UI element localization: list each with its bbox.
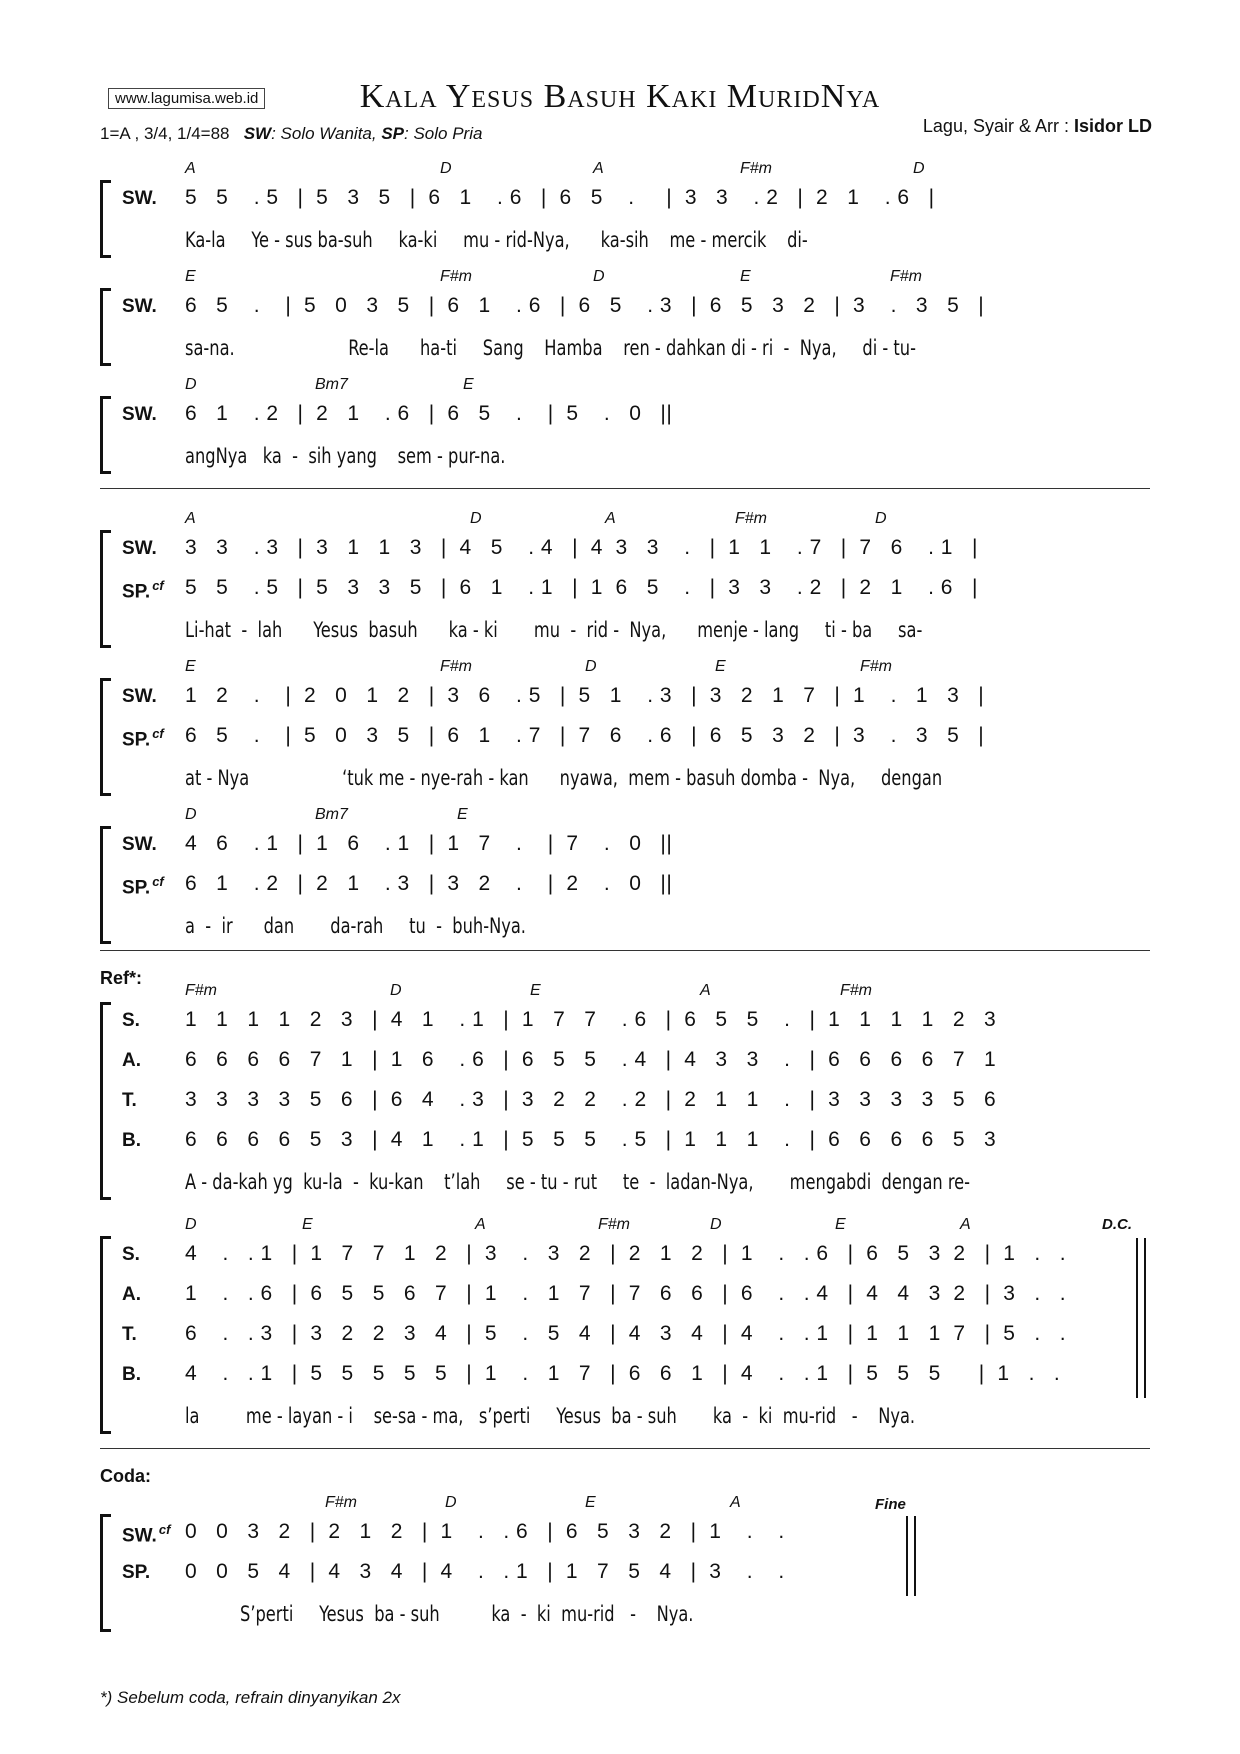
notation-row: 6 5 . | 5 0 3 5 | 6 1 . 7 | 7 6 . 6 | 6 5 3 2 | 3 . 3 5 | <box>185 724 985 747</box>
chord-symbol: A <box>605 510 616 527</box>
chord-symbol: E <box>185 268 196 285</box>
system-bracket <box>100 826 111 944</box>
fine-mark: Fine <box>875 1496 906 1513</box>
voice-label-text: A. <box>122 1050 141 1071</box>
system-bracket <box>100 180 111 258</box>
final-barline <box>906 1516 916 1596</box>
music-system <box>100 982 1150 1200</box>
notation-row: 6 5 . | 5 0 3 5 | 6 1 . 6 | 6 5 . 3 | 6 5 3 2 | 3 . 3 5 | <box>185 294 985 317</box>
lyric-line: a - ir dan da-rah tu - buh-Nya. <box>185 914 526 938</box>
voice-label <box>122 188 157 210</box>
voice-label <box>122 296 157 318</box>
voice-label-text: SW. <box>122 538 157 559</box>
chord-symbol: F#m <box>735 510 767 527</box>
voice-label-text: SW. <box>122 404 157 425</box>
notation-row: 1 . . 6 | 6 5 5 6 7 | 1 . 1 7 | 7 6 6 | 6 . . 4 | 4 4 3 2 | 3 . . <box>185 1282 1067 1305</box>
notation-row: 5 5 . 5 | 5 3 3 5 | 6 1 . 1 | 1 6 5 . | 3 3 . 2 | 2 1 . 6 | <box>185 576 978 599</box>
chord-symbol: D <box>710 1216 722 1233</box>
chord-symbol: E <box>185 658 196 675</box>
notation-row: 0 0 5 4 | 4 3 4 | 4 . . 1 | 1 7 5 4 | 3 . . <box>185 1560 785 1583</box>
voice-label <box>122 1050 141 1072</box>
section-divider <box>100 950 1150 951</box>
notation-row: 1 2 . | 2 0 1 2 | 3 6 . 5 | 5 1 . 3 | 3 2 1 7 | 1 . 1 3 | <box>185 684 985 707</box>
voice-label-text: SW. <box>122 188 157 209</box>
legend-sp: SP <box>381 124 405 143</box>
chord-symbol: E <box>530 982 541 999</box>
chord-symbol: F#m <box>325 1494 357 1511</box>
site-badge[interactable]: www.lagumisa.web.id <box>108 88 265 109</box>
voice-label <box>122 1522 170 1547</box>
chord-symbol: A <box>730 1494 741 1511</box>
lyric-line: Ka-la Ye - sus ba-suh ka-ki mu - rid-Nya, ka-sih me - mercik di- <box>185 228 808 252</box>
chord-symbol: F#m <box>440 268 472 285</box>
legend-sw: SW <box>243 124 272 143</box>
voice-label <box>122 834 157 856</box>
notation-row: 6 6 6 6 7 1 | 1 6 . 6 | 6 5 5 . 4 | 4 3 3 . | 6 6 6 6 7 1 <box>185 1048 997 1071</box>
voice-label-text: B. <box>122 1130 141 1151</box>
music-system <box>100 1216 1150 1434</box>
chord-symbol: D <box>875 510 887 527</box>
system-bracket <box>100 396 111 474</box>
system-bracket <box>100 678 111 796</box>
system-bracket <box>100 1236 111 1434</box>
lyric-line: Li-hat - lah Yesus basuh ka - ki mu - rid - Nya, menje - lang ti - ba sa- <box>185 618 923 642</box>
chord-symbol: F#m <box>598 1216 630 1233</box>
chord-symbol: E <box>585 1494 596 1511</box>
credit-prefix: Lagu, Syair & Arr : <box>922 116 1074 136</box>
chord-symbol: E <box>302 1216 313 1233</box>
lyric-line: A - da-kah yg ku-la - ku-kan t’lah se - tu - rut te - ladan-Nya, mengabdi dengan re- <box>185 1170 971 1194</box>
music-system <box>100 1494 1150 1632</box>
notation-row: 1 1 1 1 2 3 | 4 1 . 1 | 1 7 7 . 6 | 6 5 5 . | 1 1 1 1 2 3 <box>185 1008 997 1031</box>
cantus-firmus-mark: cf <box>152 578 164 593</box>
chord-symbol: D <box>440 160 452 177</box>
chord-symbol: Bm7 <box>315 806 348 823</box>
voice-label-text: A. <box>122 1284 141 1305</box>
lyric-line: la me - layan - i se-sa - ma, s’perti Yesus ba - suh ka - ki mu-rid - Nya. <box>185 1404 916 1428</box>
chord-symbol: D <box>913 160 925 177</box>
notation-row: 0 0 3 2 | 2 1 2 | 1 . . 6 | 6 5 3 2 | 1 . . <box>185 1520 785 1543</box>
chord-symbol: E <box>835 1216 846 1233</box>
music-system <box>100 658 1150 796</box>
voice-label <box>122 1324 137 1346</box>
tempo-legend <box>100 124 482 144</box>
section-divider <box>100 1448 1150 1449</box>
chord-symbol: A <box>475 1216 486 1233</box>
voice-label <box>122 1130 141 1152</box>
chord-symbol: D <box>185 376 197 393</box>
section-divider <box>100 488 1150 489</box>
music-system <box>100 806 1150 944</box>
chord-symbol: A <box>960 1216 971 1233</box>
notation-row: 3 3 . 3 | 3 1 1 3 | 4 5 . 4 | 4 3 3 . | 1 1 . 7 | 7 6 . 1 | <box>185 536 978 559</box>
voice-label <box>122 1090 137 1112</box>
voice-label-text: SW. <box>122 686 157 707</box>
lyric-line: at - Nya ‘tuk me - nye-rah - kan nyawa, mem - basuh domba - Nya, dengan <box>185 766 943 790</box>
chord-symbol: E <box>740 268 751 285</box>
voice-label-text: SP. <box>122 1562 151 1583</box>
notation-row: 5 5 . 5 | 5 3 5 | 6 1 . 6 | 6 5 . | 3 3 . 2 | 2 1 . 6 | <box>185 186 935 209</box>
composer-name: Isidor LD <box>1073 116 1152 136</box>
cantus-firmus-mark: cf <box>158 1522 171 1537</box>
voice-label <box>122 1364 141 1386</box>
voice-label-text: S. <box>122 1010 140 1031</box>
system-bracket <box>100 1514 111 1632</box>
system-bracket <box>100 1002 111 1200</box>
lyric-line: sa-na. Re-la ha-ti Sang Hamba ren - dahkan di - ri - Nya, di - tu- <box>185 336 916 360</box>
credit-line <box>923 116 1152 137</box>
chord-symbol: A <box>593 160 604 177</box>
chord-symbol: D <box>185 806 197 823</box>
key-tempo: 1=A , 3/4, 1/4=88 <box>100 124 230 143</box>
voice-label <box>122 1562 150 1584</box>
chord-symbol: E <box>457 806 468 823</box>
system-bracket <box>100 288 111 366</box>
voice-label-text: T. <box>122 1324 137 1345</box>
final-barline <box>1136 1238 1146 1398</box>
chord-symbol: D <box>593 268 605 285</box>
chord-symbol: F#m <box>740 160 772 177</box>
chord-symbol: F#m <box>840 982 872 999</box>
legend-sp-text: : Solo Pria <box>404 124 483 143</box>
voice-label-text: B. <box>122 1364 141 1385</box>
notation-row: 6 1 . 2 | 2 1 . 6 | 6 5 . | 5 . 0 || <box>185 402 673 425</box>
voice-label <box>122 874 164 899</box>
chord-symbol: Bm7 <box>315 376 348 393</box>
voice-label <box>122 686 157 708</box>
notation-row: 4 . . 1 | 1 7 7 1 2 | 3 . 3 2 | 2 1 2 | 1 . . 6 | 6 5 3 2 | 1 . . <box>185 1242 1067 1265</box>
voice-label <box>122 578 164 603</box>
chord-symbol: D <box>470 510 482 527</box>
chord-symbol: D <box>185 1216 197 1233</box>
chord-symbol: F#m <box>440 658 472 675</box>
chord-symbol: E <box>463 376 474 393</box>
notation-row: 6 . . 3 | 3 2 2 3 4 | 5 . 5 4 | 4 3 4 | 4 . . 1 | 1 1 1 7 | 5 . . <box>185 1322 1067 1345</box>
voice-label <box>122 1284 141 1306</box>
voice-label-text: S. <box>122 1244 140 1265</box>
voice-label <box>122 1010 140 1032</box>
notation-row: 6 6 6 6 5 3 | 4 1 . 1 | 5 5 5 . 5 | 1 1 1 . | 6 6 6 6 5 3 <box>185 1128 997 1151</box>
voice-label-text: T. <box>122 1090 137 1111</box>
cantus-firmus-mark: cf <box>152 874 164 889</box>
notation-row: 4 6 . 1 | 1 6 . 1 | 1 7 . | 7 . 0 || <box>185 832 673 855</box>
voice-label-text: SP. <box>122 729 151 751</box>
notation-row: 6 1 . 2 | 2 1 . 3 | 3 2 . | 2 . 0 || <box>185 872 673 895</box>
voice-label-text: SP. <box>122 877 151 899</box>
coda-label: Coda: <box>100 1466 151 1486</box>
notation-row: 4 . . 1 | 5 5 5 5 5 | 1 . 1 7 | 6 6 1 | 4 . . 1 | 5 5 5 | 1 . . <box>185 1362 1061 1385</box>
voice-label <box>122 1244 140 1266</box>
legend-sw-text: : Solo Wanita, <box>271 124 382 143</box>
refrain-label: Ref*: <box>100 968 143 988</box>
chord-symbol: A <box>185 510 196 527</box>
music-system <box>100 510 1150 648</box>
voice-label-text: SW. <box>122 296 157 317</box>
chord-symbol: F#m <box>890 268 922 285</box>
chord-symbol: E <box>715 658 726 675</box>
footnote: *) Sebelum coda, refrain dinyanyikan 2x <box>100 1688 401 1707</box>
song-title: Kala Yesus Basuh Kaki MuridNya <box>359 78 881 115</box>
voice-label <box>122 726 164 751</box>
chord-symbol: F#m <box>860 658 892 675</box>
voice-label-text: SW. <box>122 1525 157 1547</box>
chord-symbol: D <box>445 1494 457 1511</box>
chord-symbol: A <box>185 160 196 177</box>
system-bracket <box>100 530 111 648</box>
music-system <box>100 160 1150 258</box>
notation-row: 3 3 3 3 5 6 | 6 4 . 3 | 3 2 2 . 2 | 2 1 1 . | 3 3 3 3 5 6 <box>185 1088 997 1111</box>
voice-label <box>122 538 157 560</box>
dc-mark: D.C. <box>1102 1216 1132 1233</box>
chord-symbol: D <box>585 658 597 675</box>
chord-symbol: A <box>700 982 711 999</box>
chord-symbol: D <box>390 982 402 999</box>
chord-symbol: F#m <box>185 982 217 999</box>
voice-label-text: SW. <box>122 834 157 855</box>
music-system <box>100 376 1150 474</box>
voice-label-text: SP. <box>122 581 151 603</box>
voice-label <box>122 404 157 426</box>
cantus-firmus-mark: cf <box>152 726 164 741</box>
lyric-line: angNya ka - sih yang sem - pur-na. <box>185 444 506 468</box>
lyric-line: S’perti Yesus ba - suh ka - ki mu-rid - Nya. <box>240 1602 694 1626</box>
music-system <box>100 268 1150 366</box>
